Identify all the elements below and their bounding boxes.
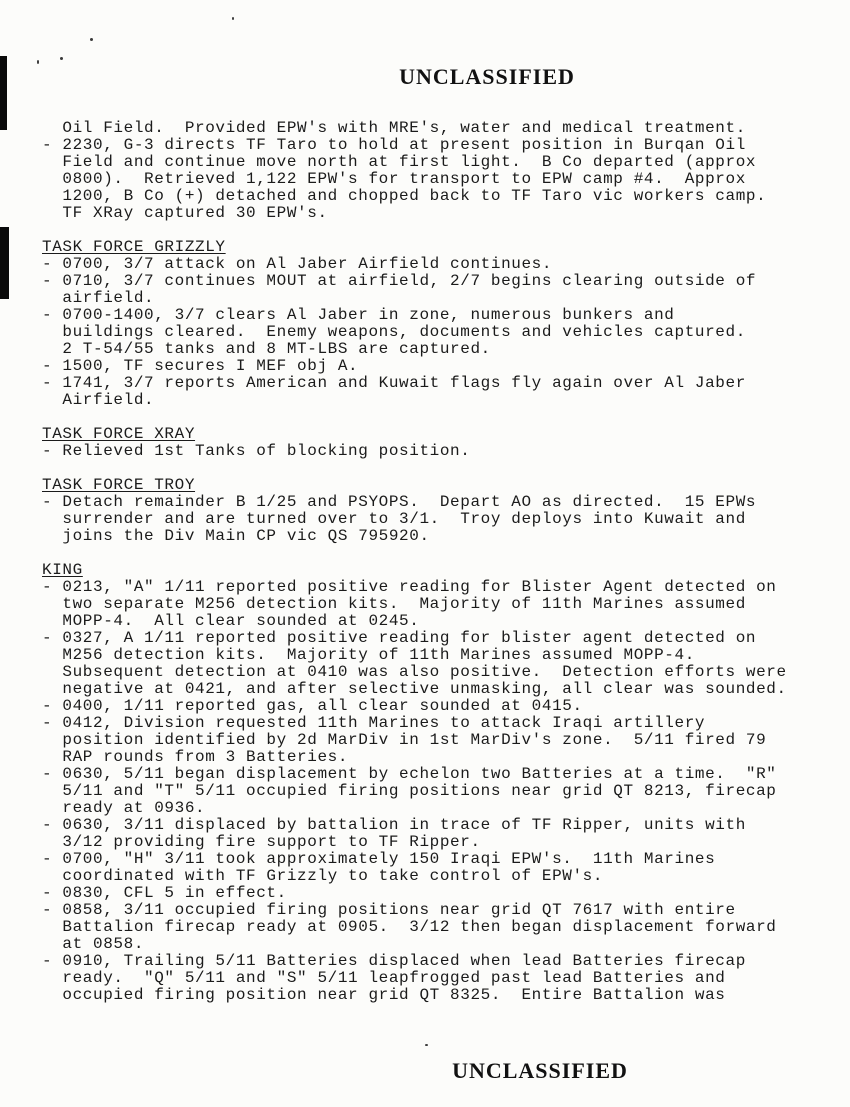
scan-artifact-speck [425,1044,428,1046]
document-section [42,120,787,222]
document-line: - 0858, 3/11 occupied firing positions near grid QT 7617 with entire [42,901,736,919]
document-section [42,562,787,1004]
document-line: - 1500, TF secures I MEF obj A. [42,357,359,375]
document-line: - 0630, 5/11 began displacement by echelon two Batteries at a time. "R" [42,765,777,783]
document-line: - 0830, CFL 5 in effect. [42,884,287,902]
document-line: - 0400, 1/11 reported gas, all clear sounded at 0415. [42,697,583,715]
document-line: Battalion firecap ready at 0905. 3/12 then began displacement forward [42,918,777,936]
scan-artifact-bar [0,56,7,130]
document-section [42,239,787,409]
document-line: - 0630, 3/11 displaced by battalion in trace of TF Ripper, units with [42,816,746,834]
document-line: 0800). Retrieved 1,122 EPW's for transport to EPW camp #4. Approx [42,170,746,188]
document-line: Airfield. [42,391,155,409]
document-line: - 0710, 3/7 continues MOUT at airfield, 2/7 begins clearing outside of [42,272,757,290]
document-line: MOPP-4. All clear sounded at 0245. [42,612,420,630]
document-line: - Detach remainder B 1/25 and PSYOPS. Depart AO as directed. 15 EPWs [42,493,757,511]
document-line: - 2230, G-3 directs TF Taro to hold at present position in Burqan Oil [42,136,746,154]
scan-artifact-bar [0,227,9,299]
document-line: position identified by 2d MarDiv in 1st MarDiv's zone. 5/11 fired 79 [42,731,767,749]
document-line: - 0700, "H" 3/11 took approximately 150 Iraqi EPW's. 11th Marines [42,850,716,868]
scan-artifact-speck [90,38,93,41]
document-line: 1200, B Co (+) detached and chopped back to TF Taro vic workers camp. [42,187,767,205]
section-heading: KING [42,561,83,579]
document-line: - 0412, Division requested 11th Marines to attack Iraqi artillery [42,714,706,732]
document-line: - 0910, Trailing 5/11 Batteries displaced when lead Batteries firecap [42,952,746,970]
document-line: - 0700-1400, 3/7 clears Al Jaber in zone, numerous bunkers and [42,306,675,324]
document-line: 3/12 providing fire support to TF Ripper. [42,833,481,851]
scan-artifact-speck [60,57,63,60]
document-line: occupied firing position near grid QT 8325. Entire Battalion was [42,986,726,1004]
scan-artifact-speck [37,60,39,64]
section-heading: TASK FORCE TROY [42,476,196,494]
scan-artifact-speck [232,17,234,20]
document-line: Field and continue move north at first light. B Co departed (approx [42,153,757,171]
document-line: Oil Field. Provided EPW's with MRE's, water and medical treatment. [42,119,746,137]
document-line: surrender and are turned over to 3/1. Troy deploys into Kuwait and [42,510,746,528]
document-line: buildings cleared. Enemy weapons, documents and vehicles captured. [42,323,746,341]
document-line: M256 detection kits. Majority of 11th Marines assumed MOPP-4. [42,646,695,664]
document-line: coordinated with TF Grizzly to take control of EPW's. [42,867,604,885]
document-line: Subsequent detection at 0410 was also positive. Detection efforts were [42,663,787,681]
document-line: 5/11 and "T" 5/11 occupied firing positions near grid QT 8213, firecap [42,782,777,800]
document-line: airfield. [42,289,155,307]
document-line: TF XRay captured 30 EPW's. [42,204,328,222]
document-line: two separate M256 detection kits. Majority of 11th Marines assumed [42,595,746,613]
document-line: - 0327, A 1/11 reported positive reading for blister agent detected on [42,629,757,647]
document-line: - Relieved 1st Tanks of blocking position. [42,442,471,460]
document-line: at 0858. [42,935,145,953]
document-line: joins the Div Main CP vic QS 795920. [42,527,430,545]
classification-header: UNCLASSIFIED [399,64,575,89]
section-heading: TASK FORCE XRAY [42,425,196,443]
document-line: 2 T-54/55 tanks and 8 MT-LBS are captured. [42,340,491,358]
document-line: - 1741, 3/7 reports American and Kuwait flags fly again over Al Jaber [42,374,746,392]
document-line: - 0213, "A" 1/11 reported positive reading for Blister Agent detected on [42,578,777,596]
document-line: ready at 0936. [42,799,206,817]
document-line: ready. "Q" 5/11 and "S" 5/11 leapfrogged past lead Batteries and [42,969,726,987]
section-heading: TASK FORCE GRIZZLY [42,238,226,256]
document-body [42,120,787,1004]
document-line: RAP rounds from 3 Batteries. [42,748,349,766]
document-line: - 0700, 3/7 attack on Al Jaber Airfield continues. [42,255,553,273]
document-section [42,477,787,545]
document-section [42,426,787,460]
document-line: negative at 0421, and after selective unmasking, all clear was sounded. [42,680,787,698]
classification-footer: UNCLASSIFIED [452,1058,628,1083]
